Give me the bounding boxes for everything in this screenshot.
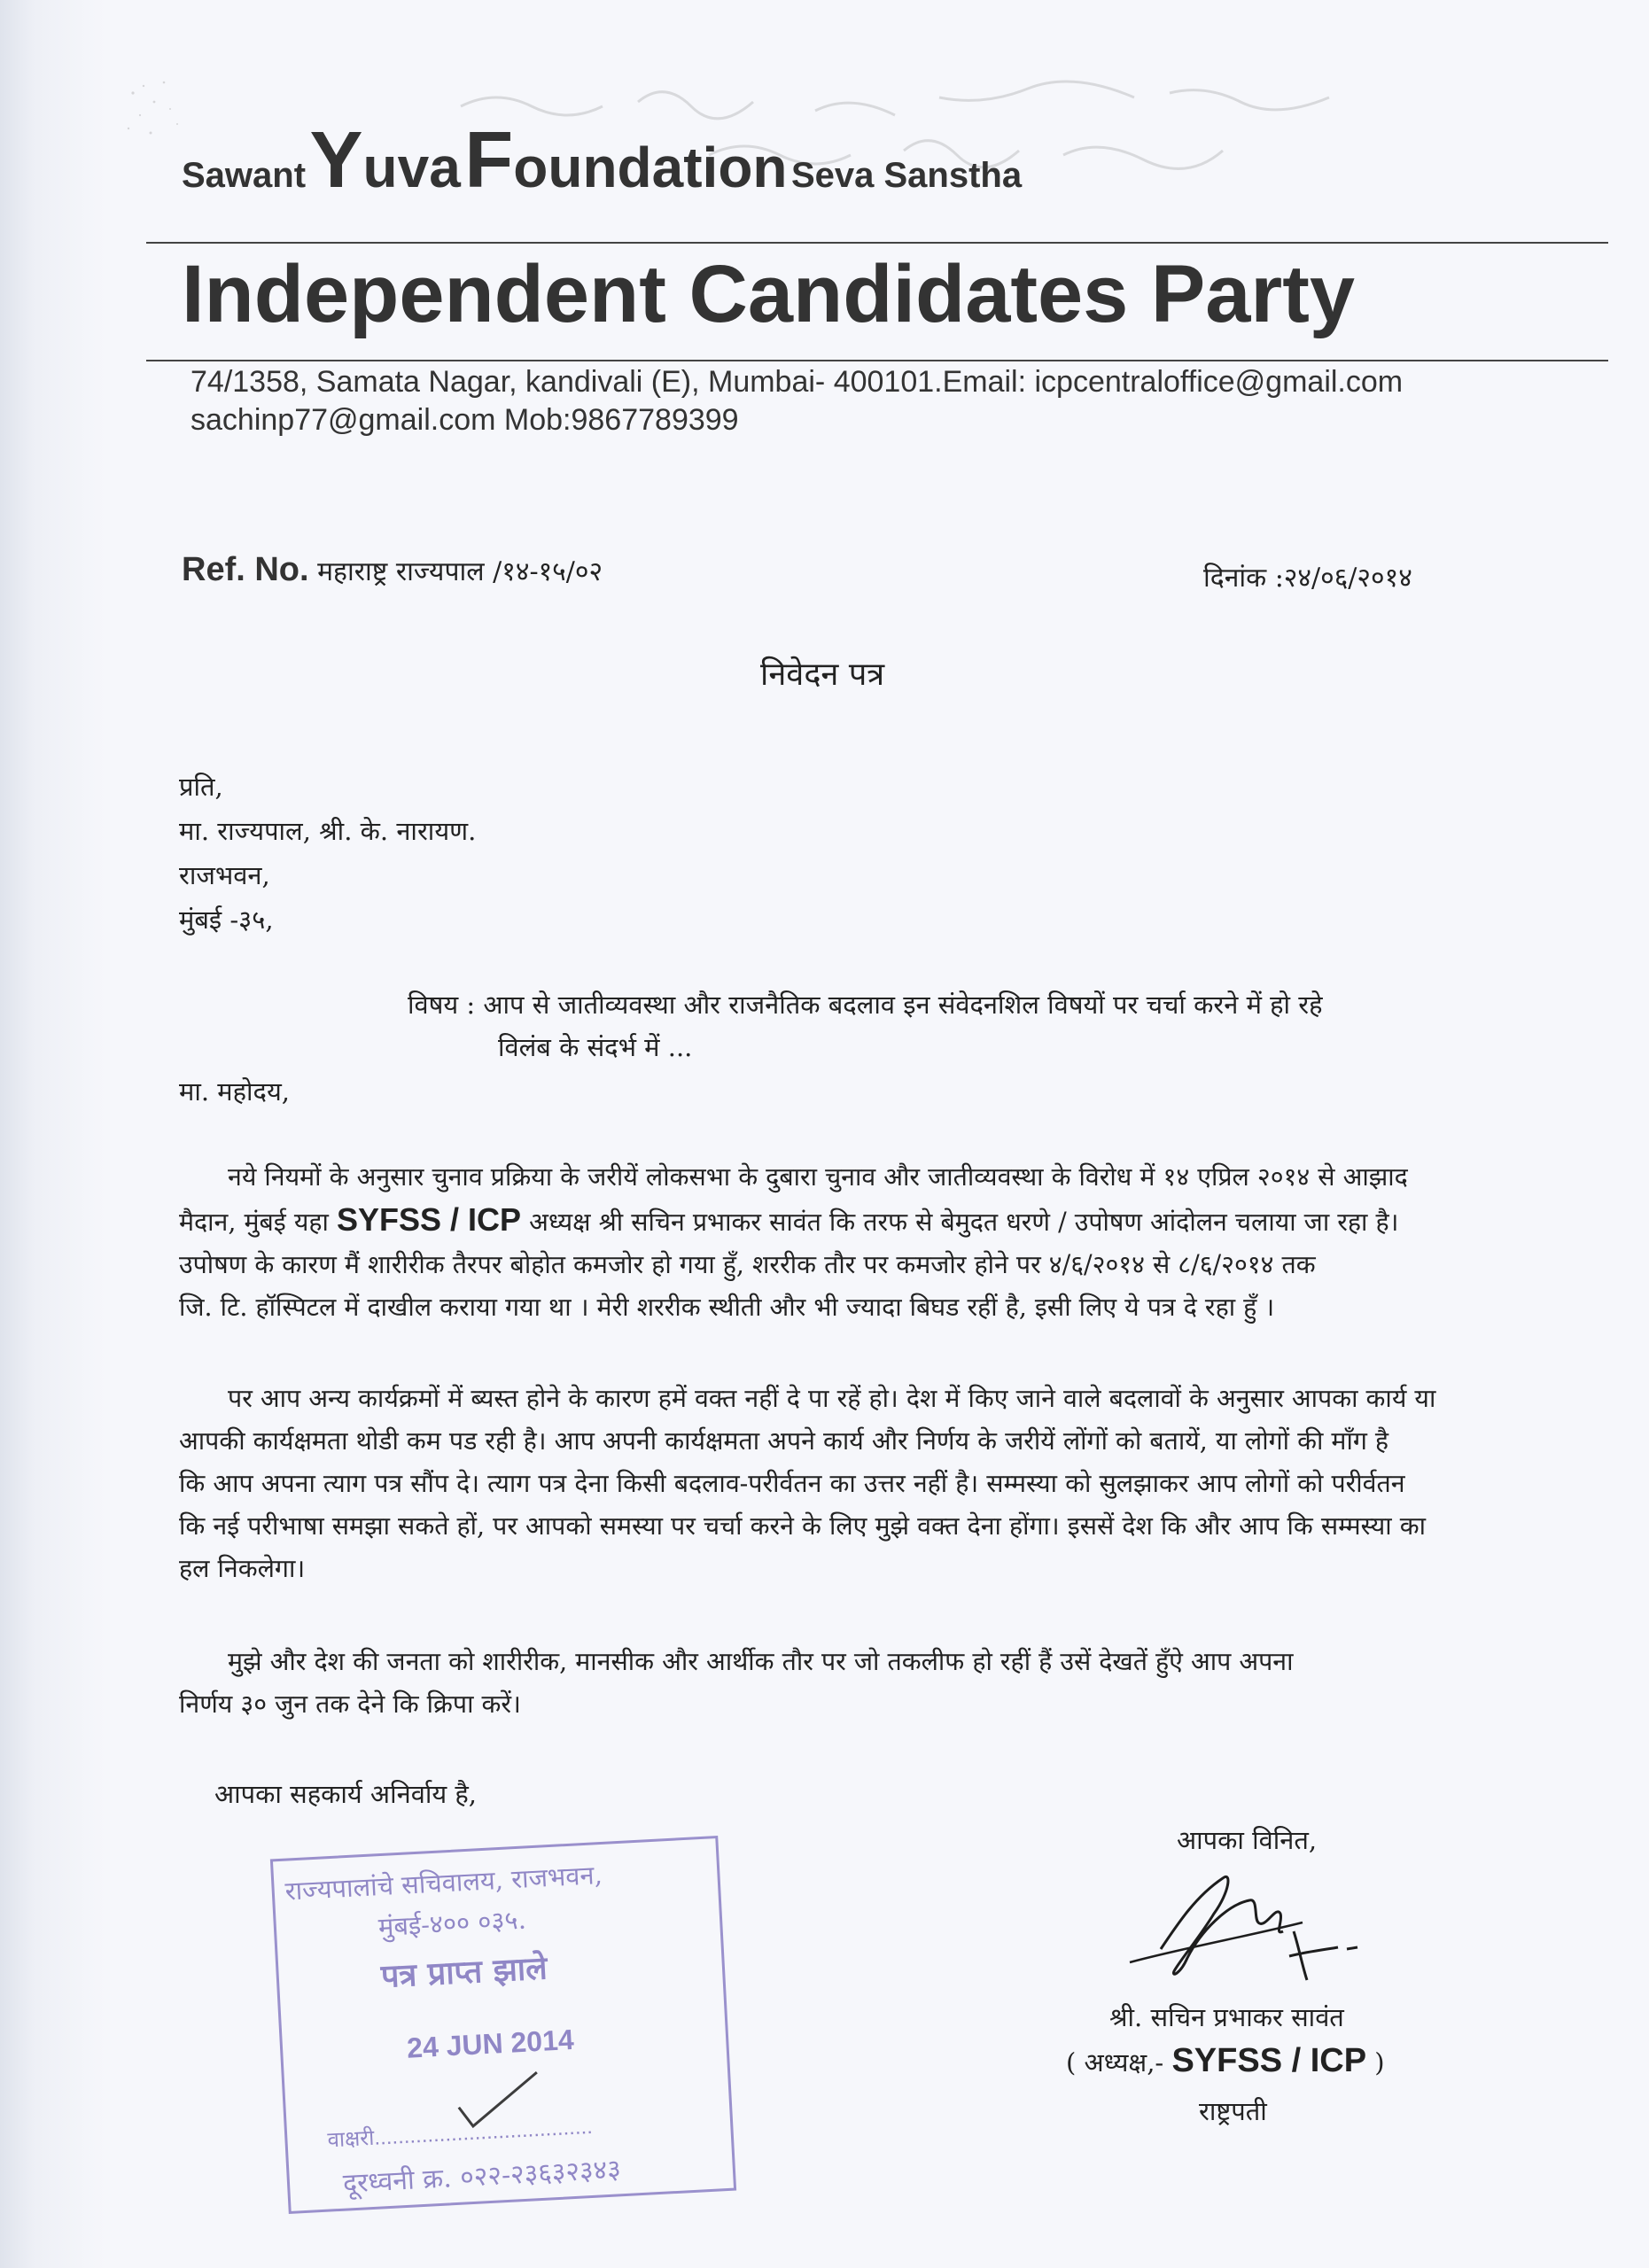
- letterhead-address: [191, 363, 1403, 439]
- paragraph-2-line-1: पर आप अन्य कार्यक्रमों में ब्यस्त होने के कारण हमें वक्त नहीं दे पा रहें हो। देश में किए जाने वाले बदलावों के अनुसार आपका कार्य या: [228, 1384, 1436, 1413]
- address-line-1: 74/1358, Samata Nagar, kandivali (E), Mumbai- 400101.Email: icpcentraloffice@gmail.com: [191, 365, 1404, 399]
- organization-name: [182, 115, 1022, 206]
- receipt-stamp: [270, 1836, 736, 2214]
- org-prefix: Sawant: [182, 156, 307, 195]
- paragraph-3-line-1: मुझे और देश की जनता को शारीरीक, मानसीक और आर्थीक तौर पर जो तकलीफ हो रहीं हैं उसें देखतें हुँऐ आप अपना: [228, 1647, 1294, 1676]
- signer-org-bold: SYFSS / ICP: [1171, 2042, 1367, 2079]
- syfss-icp-bold: SYFSS / ICP: [336, 1201, 522, 1238]
- signer-title-prefix: ( अध्यक्ष,-: [1066, 2047, 1172, 2078]
- paragraph-1-line-2: [179, 1199, 1597, 1244]
- paragraph-2-line-2: आपकी कार्यक्षमता थोडी कम पड रही है। आप अपनी कार्यक्षमता अपने कार्य और निर्णय के जरीयें लोंगों को बतायें, या लोगों की माँग है: [179, 1426, 1389, 1456]
- paragraph-1-line-1: नये नियमों के अनुसार चुनाव प्रक्रिया के जरीयें लोकसभा के दुबारा चुनाव और जातीव्यवस्था के विरोध में १४ एप्रिल २०१४ से आझाद: [228, 1162, 1408, 1192]
- org-word-uva: uva: [362, 136, 461, 199]
- letter-date: दिनांक :२४/०६/२०१४: [1203, 563, 1412, 594]
- recipient-line-3: राजभवन,: [179, 860, 270, 890]
- subject-block: [408, 983, 1323, 1068]
- stamp-line-1: राज्यपालांचे सचिवालय, राजभवन,: [284, 1859, 603, 1907]
- ref-label: Ref. No.: [182, 551, 309, 588]
- salutation: मा. महोदय,: [179, 1076, 290, 1107]
- recipient-line-4: मुंबई -३५,: [179, 905, 274, 935]
- paragraph-2-line-5: हल निकलेगा।: [179, 1554, 306, 1583]
- stamp-date: 24 JUN 2014: [406, 2023, 575, 2064]
- paragraph-1-line-2-start: मैदान, मुंबई यहा: [179, 1208, 337, 1237]
- paragraph-1-line-2-end: अध्यक्ष श्री सचिन प्रभाकर सावंत कि तरफ से बेमुदत धरणे / उपोषण आंदोलन चलाया जा रहा है।: [521, 1208, 1399, 1237]
- paragraph-3: [179, 1641, 1597, 1726]
- subject-line-1: विषय : आप से जातीव्यवस्था और राजनैतिक बदलाव इन संवेदनशिल विषयों पर चर्चा करने में हो रहे: [408, 990, 1323, 1020]
- paragraph-2: [179, 1378, 1597, 1590]
- yours-sincerely: आपका विनित,: [1177, 1825, 1318, 1855]
- stamp-signatory: वाक्षरी.....................................: [326, 2114, 594, 2153]
- stamp-line-2: मुंबई-४०० ०३५.: [377, 1904, 527, 1943]
- paragraph-3-line-2: निर्णय ३० जुन तक देने कि क्रिपा करें।: [179, 1689, 521, 1719]
- letter-title: निवेदन पत्र: [760, 656, 885, 693]
- signer-name: श्री. सचिन प्रभाकर सावंत: [1109, 2002, 1344, 2032]
- recipient-line-1: प्रति,: [179, 772, 223, 802]
- org-word-oundation: oundation: [513, 136, 788, 199]
- address-line-2: sachinp77@gmail.com Mob:9867789399: [191, 403, 739, 437]
- handwritten-signature: [1125, 1852, 1409, 1984]
- paragraph-2-line-3: कि आप अपना त्याग पत्र सौंप दे। त्याग पत्र देना किसी बदलाव-परीर्वतन का उत्तर नहीं है। सम्मस्या को सुलझाकर आप लोगों को परीर्वतन: [179, 1469, 1405, 1498]
- stamp-phone: दूरध्वनी क्र. ०२२-२३६३२३४३: [342, 2154, 622, 2200]
- letterhead-rule-bottom: [146, 360, 1608, 361]
- subject-line-2: विलंब के संदर्भ में ...: [498, 1032, 693, 1062]
- signer-title-suffix: ): [1366, 2047, 1385, 2078]
- paragraph-2-line-4: कि नई परीभाषा समझा सकते हों, पर आपको समस्या पर चर्चा करने के लिए मुझे वक्त देना होंगा। इससें देश कि और आप कि सम्मस्या का: [179, 1511, 1426, 1541]
- org-initial-y: Y: [309, 116, 363, 205]
- paragraph-1-line-4: जि. टि. हॉस्पिटल में दाखील कराया गया था । मेरी शररीक स्थीती और भी ज्यादा बिघड रहीं है, इसी लिए ये पत्र दे रहा हुँ ।: [179, 1293, 1275, 1322]
- signer-title: [1066, 2042, 1385, 2080]
- paragraph-1: [179, 1156, 1597, 1329]
- closing-line: आपका सहकार्य अनिर्वाय है,: [214, 1779, 477, 1809]
- letterhead-rule-top: [146, 242, 1608, 244]
- party-name: Independent Candidates Party: [182, 249, 1356, 339]
- reference-number: [182, 551, 603, 589]
- paragraph-1-line-3: उपोषण के कारण मैं शारीरीक तैरपर बोहोत कमजोर हो गया हुँ, शररीक तौर पर कमजोर होने पर ४/६/२०१४ से ८/६/२०१४ तक: [179, 1250, 1316, 1279]
- signer-role: राष्ट्रपती: [1199, 2096, 1267, 2126]
- recipient-address: [179, 765, 476, 942]
- stamp-received: पत्र प्राप्त झाले: [379, 1949, 548, 1996]
- ref-value: महाराष्ट्र राज्यपाल /१४-१५/०२: [317, 556, 603, 587]
- recipient-line-2: मा. राज्यपाल, श्री. के. नारायण.: [179, 816, 477, 846]
- org-suffix: Seva Sanstha: [790, 156, 1023, 195]
- org-initial-f: F: [464, 116, 514, 205]
